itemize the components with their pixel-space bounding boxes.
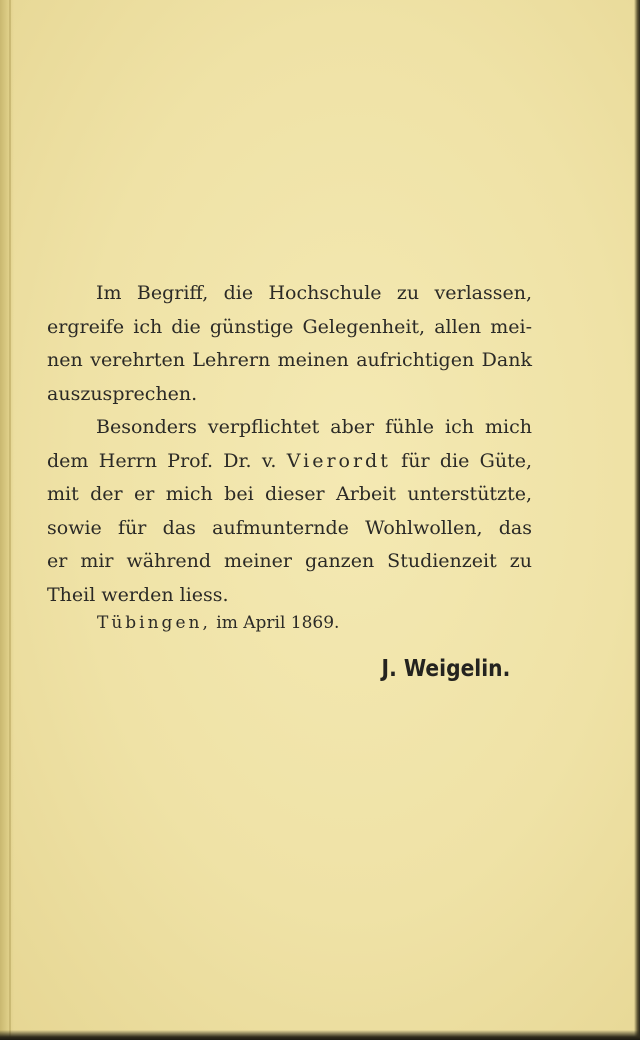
place-date-line — [97, 613, 339, 633]
paragraph2-line-3: mit der er mich bei dieser Arbeit unterstützte, — [47, 483, 532, 505]
paragraph2-line-6: Theil werden liess. — [47, 583, 229, 606]
paragraph1-line-2: ergreife ich die günstige Gelegenheit, allen mei- — [47, 315, 532, 338]
paragraph1-line-1: Im Begriff, die Hochschule zu verlassen, — [96, 282, 532, 304]
paragraph2-line-1: Besonders verpflichtet aber fühle ich mich — [96, 416, 532, 438]
page-right-border — [634, 0, 640, 1040]
paragraph1-line-4: auszusprechen. — [47, 382, 198, 405]
page-bottom-border — [0, 1030, 640, 1040]
author-signature: J. Weigelin. — [381, 656, 510, 682]
binding-shadow-line — [9, 0, 11, 1040]
paragraph2-line-2-end: für die Güte, — [390, 449, 532, 472]
place-name: Tübingen, — [97, 613, 211, 633]
paragraph2-line-4: sowie für das aufmunternde Wohlwollen, das — [47, 516, 532, 539]
paragraph1-line-3: nen verehrten Lehrern meinen aufrichtigen Dank — [47, 349, 532, 371]
paragraph2-line-2 — [47, 445, 532, 479]
page-binding-edge — [0, 0, 14, 1040]
dedication-text — [47, 277, 532, 612]
paragraph2-line-2-start: dem Herrn Prof. Dr. v. — [47, 449, 287, 472]
professor-name: Vierordt — [286, 449, 391, 472]
date-text: im April 1869. — [210, 613, 340, 633]
paragraph2-line-5: er mir während meiner ganzen Studienzeit zu — [47, 550, 532, 572]
